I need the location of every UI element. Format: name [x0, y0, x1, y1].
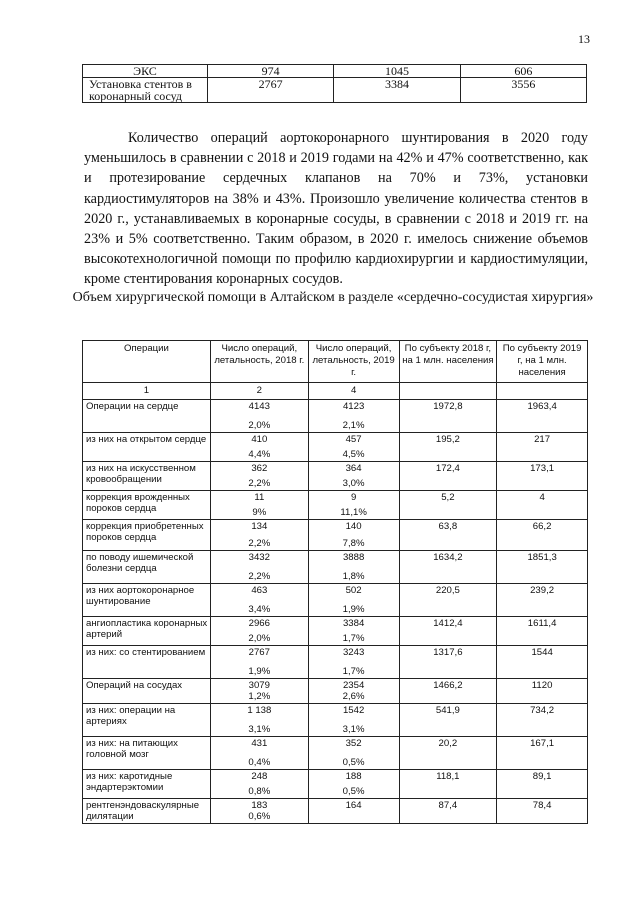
- per-million-2019: 66,2: [497, 520, 588, 551]
- operation-count: 188: [345, 771, 362, 782]
- index-cell: [497, 383, 588, 400]
- table-row: [83, 520, 588, 551]
- count-cell-2018: [210, 433, 308, 462]
- per-million-2019: 1851,3: [497, 551, 588, 584]
- count-cell-2018: [210, 551, 308, 584]
- table-row: [83, 737, 588, 770]
- operation-count: 2767: [248, 647, 270, 658]
- count-cell-2019: [308, 433, 399, 462]
- count-cell-2019: [308, 646, 399, 679]
- count-cell-2019: [308, 617, 399, 646]
- per-million-2019: 1544: [497, 646, 588, 679]
- mortality-rate: 2,2%: [248, 538, 271, 549]
- index-cell: [399, 383, 497, 400]
- mortality-rate: 1,2%: [248, 691, 271, 702]
- operation-count: 164: [345, 800, 362, 811]
- count-cell-2018: [210, 737, 308, 770]
- count-cell-2018: [210, 799, 308, 824]
- value-2020: 3556: [460, 78, 586, 103]
- value-2020: 606: [460, 65, 586, 78]
- count-cell-2018: [210, 646, 308, 679]
- mortality-rate: 3,4%: [248, 604, 271, 615]
- per-million-2018: 20,2: [399, 737, 497, 770]
- row-label: ЭКС: [83, 65, 208, 78]
- header-2018: Число операций, летальность, 2018 г.: [210, 341, 308, 383]
- operation-name: из них на искусственном кровообращении: [83, 462, 211, 491]
- main-table: [82, 340, 588, 824]
- per-million-2019: 89,1: [497, 770, 588, 799]
- operation-count: 248: [251, 771, 268, 782]
- per-million-2018: 172,4: [399, 462, 497, 491]
- table-row: [83, 799, 588, 824]
- row-label: Установка стентов в коронарный сосуд: [83, 78, 208, 103]
- operation-count: 3079: [248, 680, 270, 691]
- operation-name: коррекция врожденных пороков сердца: [83, 491, 211, 520]
- count-cell-2019: [308, 520, 399, 551]
- per-million-2019: 1963,4: [497, 400, 588, 433]
- operation-name: из них: со стентированием: [83, 646, 211, 679]
- count-cell-2018: [210, 462, 308, 491]
- mortality-rate: 0,8%: [248, 786, 271, 797]
- header-per-million-2018: По субъекту 2018 г, на 1 млн. населения: [399, 341, 497, 383]
- mortality-rate: 4,5%: [342, 449, 365, 460]
- index-cell: 4: [308, 383, 399, 400]
- index-cell: 2: [210, 383, 308, 400]
- operation-name: по поводу ишемической болезни сердца: [83, 551, 211, 584]
- operation-name: Операций на сосудах: [83, 679, 211, 704]
- table-row: [83, 433, 588, 462]
- operation-count: 3243: [342, 647, 365, 658]
- count-cell-2019: [308, 770, 399, 799]
- mortality-rate: 2,2%: [248, 571, 271, 582]
- mortality-rate: 3,0%: [342, 478, 365, 489]
- per-million-2018: 195,2: [399, 433, 497, 462]
- table-row: [83, 462, 588, 491]
- table-row: [83, 78, 587, 103]
- count-cell-2018: [210, 400, 308, 433]
- count-cell-2019: [308, 704, 399, 737]
- operation-count: 4123: [342, 401, 365, 412]
- header-operations: Операции: [83, 341, 211, 383]
- table-row: [83, 491, 588, 520]
- mortality-rate: 11,1%: [340, 507, 367, 518]
- mortality-rate: 2,1%: [342, 420, 365, 431]
- table-row: [83, 679, 588, 704]
- operation-name: из них на открытом сердце: [83, 433, 211, 462]
- operation-count: 410: [251, 434, 268, 445]
- count-cell-2019: [308, 400, 399, 433]
- count-cell-2019: [308, 679, 399, 704]
- operation-count: 4143: [248, 401, 270, 412]
- operation-name: из них: операции на артериях: [83, 704, 211, 737]
- index-cell: 1: [83, 383, 211, 400]
- mortality-rate: 0,5%: [342, 757, 365, 768]
- count-cell-2018: [210, 704, 308, 737]
- operation-name: коррекция приобретенных пороков сердца: [83, 520, 211, 551]
- mortality-rate: 1,9%: [342, 604, 365, 615]
- operation-count: 134: [251, 521, 268, 532]
- count-cell-2019: [308, 584, 399, 617]
- per-million-2019: 1611,4: [497, 617, 588, 646]
- header-per-million-2019: По субъекту 2019 г, на 1 млн. населения: [497, 341, 588, 383]
- operation-name: ангиопластика коронарных артерий: [83, 617, 211, 646]
- per-million-2019: 173,1: [497, 462, 588, 491]
- operation-name: Операции на сердце: [83, 400, 211, 433]
- table-row: [83, 400, 588, 433]
- per-million-2018: 1634,2: [399, 551, 497, 584]
- top-table: [82, 64, 587, 103]
- count-cell-2018: [210, 770, 308, 799]
- per-million-2019: 734,2: [497, 704, 588, 737]
- per-million-2018: 118,1: [399, 770, 497, 799]
- per-million-2018: 1466,2: [399, 679, 497, 704]
- mortality-rate: 2,6%: [342, 691, 365, 702]
- table-row: [83, 646, 588, 679]
- mortality-rate: 0,5%: [342, 786, 365, 797]
- table-row: [83, 704, 588, 737]
- count-cell-2019: [308, 491, 399, 520]
- operation-name: из них: каротидные эндартерэктомии: [83, 770, 211, 799]
- mortality-rate: 7,8%: [342, 538, 365, 549]
- table-title: Объем хирургической помощи в Алтайском в разделе «сердечно-сосудистая хирургия»: [72, 290, 594, 305]
- value-2019: 3384: [334, 78, 460, 103]
- operation-count: 362: [251, 463, 268, 474]
- per-million-2018: 63,8: [399, 520, 497, 551]
- operation-count: 140: [345, 521, 362, 532]
- operation-name: рентгенэндоваскулярные дилятации: [83, 799, 211, 824]
- operation-count: 2354: [342, 680, 365, 691]
- count-cell-2018: [210, 679, 308, 704]
- per-million-2019: 78,4: [497, 799, 588, 824]
- table-row: [83, 770, 588, 799]
- operation-name: из них: на питающих головной мозг: [83, 737, 211, 770]
- operation-count: 3432: [248, 552, 270, 563]
- top-table-body: [83, 65, 587, 103]
- mortality-rate: 1,8%: [342, 571, 365, 582]
- count-cell-2019: [308, 551, 399, 584]
- main-table-body: [83, 400, 588, 824]
- header-row: [83, 341, 588, 383]
- per-million-2018: 5,2: [399, 491, 497, 520]
- mortality-rate: 0,4%: [248, 757, 271, 768]
- per-million-2019: 4: [497, 491, 588, 520]
- mortality-rate: 1,9%: [248, 666, 271, 677]
- per-million-2019: 167,1: [497, 737, 588, 770]
- per-million-2019: 217: [497, 433, 588, 462]
- value-2018: 2767: [208, 78, 334, 103]
- operation-count: 1 138: [247, 705, 272, 716]
- mortality-rate: 4,4%: [248, 449, 271, 460]
- operation-count: 9: [350, 492, 357, 503]
- page-number: 13: [578, 32, 590, 46]
- per-million-2018: 1412,4: [399, 617, 497, 646]
- per-million-2018: 220,5: [399, 584, 497, 617]
- operation-count: 457: [345, 434, 362, 445]
- count-cell-2018: [210, 491, 308, 520]
- operation-count: 364: [345, 463, 362, 474]
- mortality-rate: 3,1%: [342, 724, 365, 735]
- mortality-rate: 2,2%: [248, 478, 271, 489]
- value-2019: 1045: [334, 65, 460, 78]
- operation-count: 431: [251, 738, 268, 749]
- table-row: [83, 551, 588, 584]
- index-row: [83, 383, 588, 400]
- per-million-2019: 239,2: [497, 584, 588, 617]
- per-million-2018: 541,9: [399, 704, 497, 737]
- value-2018: 974: [208, 65, 334, 78]
- mortality-rate: 2,0%: [248, 420, 271, 431]
- operation-name: из них аортокоронарное шунтирование: [83, 584, 211, 617]
- mortality-rate: 3,1%: [248, 724, 271, 735]
- count-cell-2018: [210, 520, 308, 551]
- header-2019: Число операций, летальность, 2019 г.: [308, 341, 399, 383]
- table-row: [83, 617, 588, 646]
- per-million-2019: 1120: [497, 679, 588, 704]
- operation-count: 3384: [342, 618, 365, 629]
- operation-count: 2966: [248, 618, 270, 629]
- operation-count: 183: [251, 800, 268, 811]
- mortality-rate: 1,7%: [342, 633, 365, 644]
- count-cell-2019: [308, 462, 399, 491]
- operation-count: 3888: [342, 552, 365, 563]
- mortality-rate: 0,6%: [248, 811, 271, 822]
- per-million-2018: 87,4: [399, 799, 497, 824]
- per-million-2018: 1972,8: [399, 400, 497, 433]
- table-row: [83, 65, 587, 78]
- count-cell-2019: [308, 737, 399, 770]
- mortality-rate: 9%: [252, 507, 267, 518]
- body-paragraph: Количество операций аортокоронарного шунтирования в 2020 году уменьшилось в сравнении с 2018 и 2019 годами на 42% и 47% соответственно, как и протезирование сердечных клапанов на 70% и 73%, установки кардиостимуляторов на 38% и 43%. Произошло увеличение количества стентов в 2020 г., устанавливаемых в коронарные сосуды, в сравнении с 2018 и 2019 гг. на 23% и 5% соответственно. Таким образом, в 2020 г. имелось снижение объемов высокотехнологичной помощи по профилю кардиохирургии и кардиостимуляции, кроме стентирования коронарных сосудов.: [84, 130, 588, 288]
- count-cell-2018: [210, 584, 308, 617]
- mortality-rate: 2,0%: [248, 633, 271, 644]
- per-million-2018: 1317,6: [399, 646, 497, 679]
- operation-count: 1542: [342, 705, 365, 716]
- mortality-rate: 1,7%: [342, 666, 365, 677]
- operation-count: 502: [345, 585, 362, 596]
- operation-count: 463: [251, 585, 268, 596]
- table-row: [83, 584, 588, 617]
- count-cell-2019: [308, 799, 399, 824]
- operation-count: 11: [254, 492, 265, 503]
- operation-count: 352: [345, 738, 362, 749]
- count-cell-2018: [210, 617, 308, 646]
